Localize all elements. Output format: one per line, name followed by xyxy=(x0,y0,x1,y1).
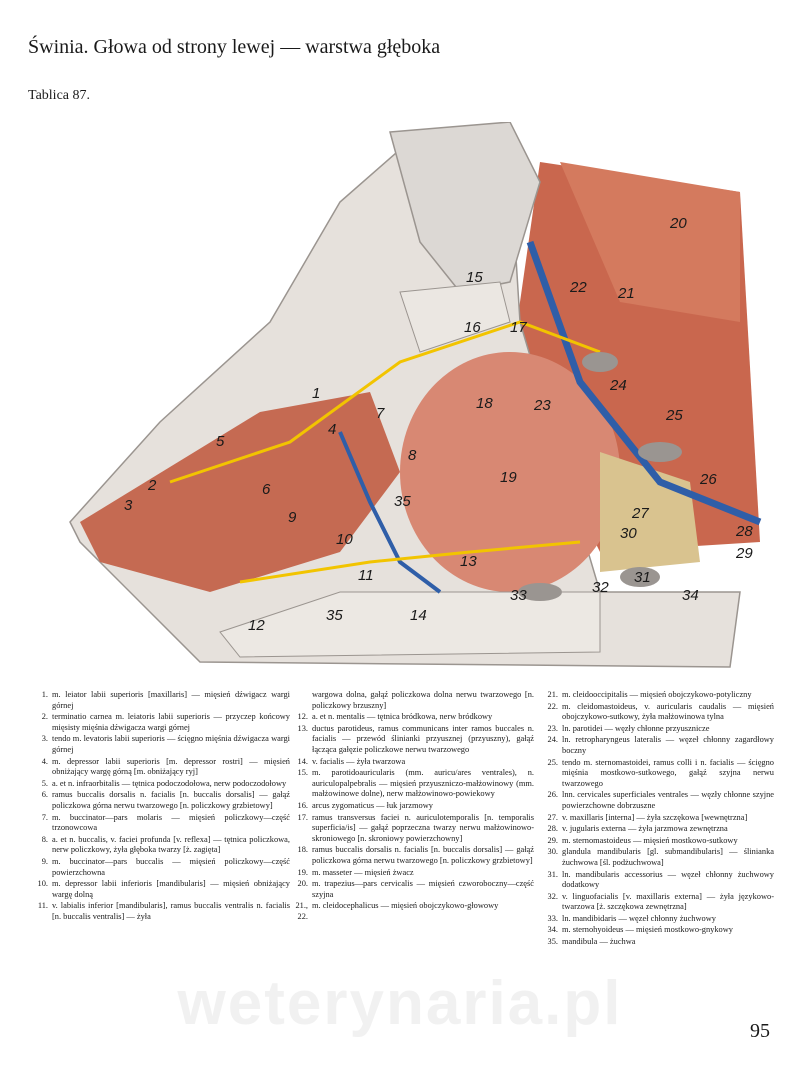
figure-label: 12 xyxy=(248,617,265,634)
legend-text: mandibula — żuchwa xyxy=(562,937,636,947)
legend-text: m. trapezius—pars cervicalis — mięsień czworoboczny—część szyjna xyxy=(312,879,534,899)
legend-text: m. sternohyoideus — mięsień mostkowo-gnykowy xyxy=(562,925,733,935)
legend-number: 11. xyxy=(37,901,48,911)
legend-number: 10. xyxy=(37,879,48,889)
figure-label: 22 xyxy=(570,279,587,296)
legend-number: 31. xyxy=(547,869,558,879)
legend-text: ln. parotidei — węzły chłonne przyusznicze xyxy=(562,723,710,733)
legend-number: 6. xyxy=(41,790,48,800)
legend-number: 3. xyxy=(41,734,48,744)
legend-text: m. buccinator—pars buccalis — mięsień policzkowy—część powierzchowna xyxy=(52,856,290,877)
legend-text: m. sternomastoideus — mięsień mostkowo-sutkowy xyxy=(562,835,738,845)
legend-entry xyxy=(28,857,290,878)
legend-text: v. linguofacialis [v. maxillaris externa] — żyła językowo-twarzowa [ż. szczękowa zewnętrzna] xyxy=(562,891,774,912)
legend-entry xyxy=(288,901,534,922)
legend-text: ramus buccalis dorsalis n. facialis [n. buccalis dorsalis] — gałąź policzkowa górna nerwu twarzowego [n. policzkowy grzbietowy] xyxy=(312,845,534,865)
legend-entry xyxy=(28,712,290,733)
figure-label: 18 xyxy=(476,395,493,412)
figure-label: 24 xyxy=(610,377,627,394)
lymph-node xyxy=(638,442,682,462)
legend-entry xyxy=(288,868,534,879)
legend-number: 29. xyxy=(547,835,558,845)
legend-entry xyxy=(28,734,290,755)
legend-number: 7. xyxy=(41,812,48,822)
legend-entry xyxy=(538,937,774,948)
plate-number: Tablica 87. xyxy=(28,88,90,103)
figure-label: 27 xyxy=(632,505,649,522)
figure-label: 8 xyxy=(408,447,417,464)
legend-text: m. leiator labii superioris [maxillaris] — mięsień dźwigacz wargi górnej xyxy=(52,690,290,710)
legend-entry xyxy=(288,768,534,800)
legend-number: 16. xyxy=(297,800,308,810)
legend-number: 18. xyxy=(297,845,308,855)
page-number: 95 xyxy=(750,1020,770,1042)
legend-text: ln. mandibidaris — węzeł chłonny żuchwowy xyxy=(562,913,716,923)
figure-label: 25 xyxy=(666,407,683,424)
figure-label: 35 xyxy=(394,493,411,510)
legend-number: 14. xyxy=(297,756,308,766)
figure-label: 34 xyxy=(682,587,699,604)
legend-entry xyxy=(538,847,774,868)
legend-entry xyxy=(28,901,290,922)
legend-number: 30. xyxy=(547,847,558,857)
legend-text: m. buccinator—pars molaris — mięsień policzkowy—część trzonowcowa xyxy=(52,812,290,833)
legend-text: m. masseter — mięsień żwacz xyxy=(312,867,414,877)
legend-text: a. et n. mentalis — tętnica bródkowa, nerw bródkowy xyxy=(312,712,493,722)
figure-label: 19 xyxy=(500,469,517,486)
figure-label: 11 xyxy=(358,567,374,584)
legend-entry xyxy=(28,757,290,778)
legend-number: 27. xyxy=(547,812,558,822)
legend-number: 1. xyxy=(41,690,48,699)
legend-entry xyxy=(538,836,774,847)
legend-text: v. jugularis externa — żyła jarzmowa zewnętrzna xyxy=(562,824,728,834)
legend-entry xyxy=(538,690,774,701)
legend-entry xyxy=(28,813,290,834)
legend-entry xyxy=(538,790,774,811)
figure-label: 15 xyxy=(466,269,483,286)
legend-text: ln. mandibularis accessorius — węzeł chłonny żuchwowy dodatkowy xyxy=(562,869,774,890)
legend-text: m. cleidooccipitalis — mięsień obojczykowo-potyliczny xyxy=(562,690,752,699)
legend-entry xyxy=(288,879,534,900)
figure-label: 1 xyxy=(312,385,321,402)
legend-number: 8. xyxy=(41,834,48,844)
legend-entry xyxy=(28,779,290,790)
legend-entry xyxy=(28,790,290,811)
legend-text: ln. retropharyngeus lateralis — węzeł chłonny zagardłowy boczny xyxy=(562,735,774,755)
legend-number: 23. xyxy=(547,723,558,733)
figure-label: 21 xyxy=(618,285,635,302)
legend-number: 34. xyxy=(547,925,558,935)
legend-entry xyxy=(538,824,774,835)
figure-label: 13 xyxy=(460,553,477,570)
legend-text: a. et n. buccalis, v. faciei profunda [v. reflexa] — tętnica policzkowa, nerw policzkowy, żyła głęboka twarzy [ż. zagięta] xyxy=(52,834,290,855)
legend-entry xyxy=(288,813,534,845)
figure-label: 9 xyxy=(288,509,297,526)
legend-entry xyxy=(288,801,534,812)
legend-number: 9. xyxy=(41,856,48,866)
figure-label: 7 xyxy=(376,405,385,422)
legend-entry xyxy=(538,870,774,891)
legend-entry xyxy=(28,690,290,711)
legend-text: tendo m. sternomastoidei, ramus colli i n. facialis — ścięgno mięśnia mostkowo-sutkowego, gałąź szyjna nerwu twarzowego xyxy=(562,757,774,788)
anatomical-illustration xyxy=(40,122,780,682)
legend-text: ramus buccalis dorsalis n. facialis [n. buccalis dorsalis] — gałąź policzkowa górna nerwu twarzowego [n. policzkowy grzbietowy] xyxy=(52,790,290,810)
page-title: Świnia. Głowa od strony lewej — warstwa głęboka xyxy=(28,36,441,58)
figure-label: 23 xyxy=(534,397,551,414)
figure-label: 17 xyxy=(510,319,527,336)
figure-label: 10 xyxy=(336,531,353,548)
figure-label: 14 xyxy=(410,607,427,624)
legend-number: 15. xyxy=(297,768,308,778)
legend-entry xyxy=(28,835,290,856)
legend-text: v. facialis — żyła twarzowa xyxy=(312,756,406,766)
figure-label: 32 xyxy=(592,579,609,596)
legend-number: 25. xyxy=(547,757,558,767)
figure-label: 6 xyxy=(262,481,271,498)
legend-number: 35. xyxy=(547,937,558,947)
legend-entry xyxy=(538,724,774,735)
legend-number: 13. xyxy=(297,723,308,733)
legend-number: 17. xyxy=(297,812,308,822)
legend-entry xyxy=(538,914,774,925)
legend-number: 32. xyxy=(547,891,558,901)
legend-text: arcus zygomaticus — łuk jarzmowy xyxy=(312,800,433,810)
legend-text: tendo m. levatoris labii superioris — ścięgno mięśnia dźwigacza wargi górnej xyxy=(52,734,290,754)
legend-text: a. et n. infraorbitalis — tętnica podoczodołowa, nerw podoczodołowy xyxy=(52,778,287,788)
figure-label: 26 xyxy=(700,471,717,488)
legend-entry xyxy=(538,735,774,756)
watermark: weterynaria.pl xyxy=(177,969,623,1038)
legend-text: m. depressor labii superioris [m. depressor rostri] — mięsień obniżający wargę górną [m. obniżający ryj] xyxy=(52,756,290,777)
legend-entry xyxy=(288,712,534,723)
legend-number: 26. xyxy=(547,790,558,800)
figure-label: 30 xyxy=(620,525,637,542)
legend-text: m. cleidocephalicus — mięsień obojczykowo-głowowy xyxy=(312,901,499,911)
legend-number: 28. xyxy=(547,824,558,834)
legend-number: 19. xyxy=(297,867,308,877)
legend-column-2 xyxy=(288,690,534,923)
legend-text: glandula mandibularis [gl. submandibularis] — ślinianka żuchwowa [śl. podżuchwowa] xyxy=(562,847,774,867)
figure-label: 29 xyxy=(736,545,753,562)
legend-number: 33. xyxy=(547,913,558,923)
legend-number: 24. xyxy=(547,735,558,745)
legend-text: lnn. cervicales superficiales ventrales — węzły chłonne szyjne powierzchowne dobrzuszne xyxy=(562,790,774,810)
figure-label: 28 xyxy=(736,523,753,540)
figure-label: 3 xyxy=(124,497,133,514)
legend-entry xyxy=(538,758,774,790)
legend-text: m. depressor labii inferioris [mandibularis] — mięsień obniżający wargę dolną xyxy=(52,879,290,899)
figure-label: 2 xyxy=(148,477,157,494)
legend-number: 21., 22. xyxy=(295,901,308,921)
legend-entry xyxy=(288,845,534,866)
legend-text: m. cleidomastoideus, v. auricularis caudalis — mięsień obojczykowo-sutkowy, żyła małżowinowa tylna xyxy=(562,701,774,722)
legend-entry xyxy=(538,925,774,936)
legend-entry xyxy=(538,892,774,913)
legend-number: 5. xyxy=(41,778,48,788)
figure-label: 35 xyxy=(326,607,343,624)
figure-label: 33 xyxy=(510,587,527,604)
figure-label: 5 xyxy=(216,433,225,450)
figure-label: 4 xyxy=(328,421,337,438)
legend-text: v. maxillaris [interna] — żyła szczękowa [wewnętrzna] xyxy=(562,812,748,822)
legend-column-1 xyxy=(28,690,290,923)
legend-text: ramus transversus faciei n. auriculotemporalis [n. temporalis superficia/is] — gałąź poprzeczna twarzy nerwu małżowinowo-skroniowego [n. skroniowy powierzchowny] xyxy=(312,812,534,843)
legend-text: terminatio carnea m. leiatoris labii superioris — przyczep końcowy mięsisty mięśnia dźwigacza wargi górnej xyxy=(52,712,290,732)
figure-label: 16 xyxy=(464,319,481,336)
legend-number: 20. xyxy=(297,879,308,889)
legend-number: 22. xyxy=(547,701,558,711)
legend-column-3 xyxy=(538,690,774,949)
legend-entry xyxy=(28,879,290,900)
legend-entry xyxy=(538,702,774,723)
legend-number: 12. xyxy=(297,712,308,722)
figure-label: 20 xyxy=(670,215,687,232)
legend-entry xyxy=(288,757,534,768)
legend-number: 2. xyxy=(41,712,48,722)
legend-entry xyxy=(538,813,774,824)
legend-text: ductus parotideus, ramus communicans inter ramos buccales n. facialis — przewód ślinianki przyusznej (przyuszny), gałąź łącząca gałęzie policzkowe nerwu twarzowego xyxy=(312,723,534,754)
figure-label: 31 xyxy=(634,569,651,586)
legend-text: m. parotidoauricularis (mm. auricu/ares ventrales), n. auriculopalpebralis — mięsień przyuszniczo-małżowinowy (mm. małżowinowe dolne), nerw małżowinowo-powiekowy xyxy=(312,768,534,799)
lymph-node xyxy=(582,352,618,372)
legend-continuation: wargowa dolna, gałąź policzkowa dolna nerwu twarzowego [n. policzkowy brzuszny] xyxy=(312,690,534,710)
legend-entry xyxy=(288,724,534,756)
legend-number: 21. xyxy=(547,690,558,699)
legend-text: v. labialis inferior [mandibularis], ramus buccalis ventralis n. facialis [n. buccalis ventralis] — żyła xyxy=(52,901,290,921)
legend-number: 4. xyxy=(41,756,48,766)
